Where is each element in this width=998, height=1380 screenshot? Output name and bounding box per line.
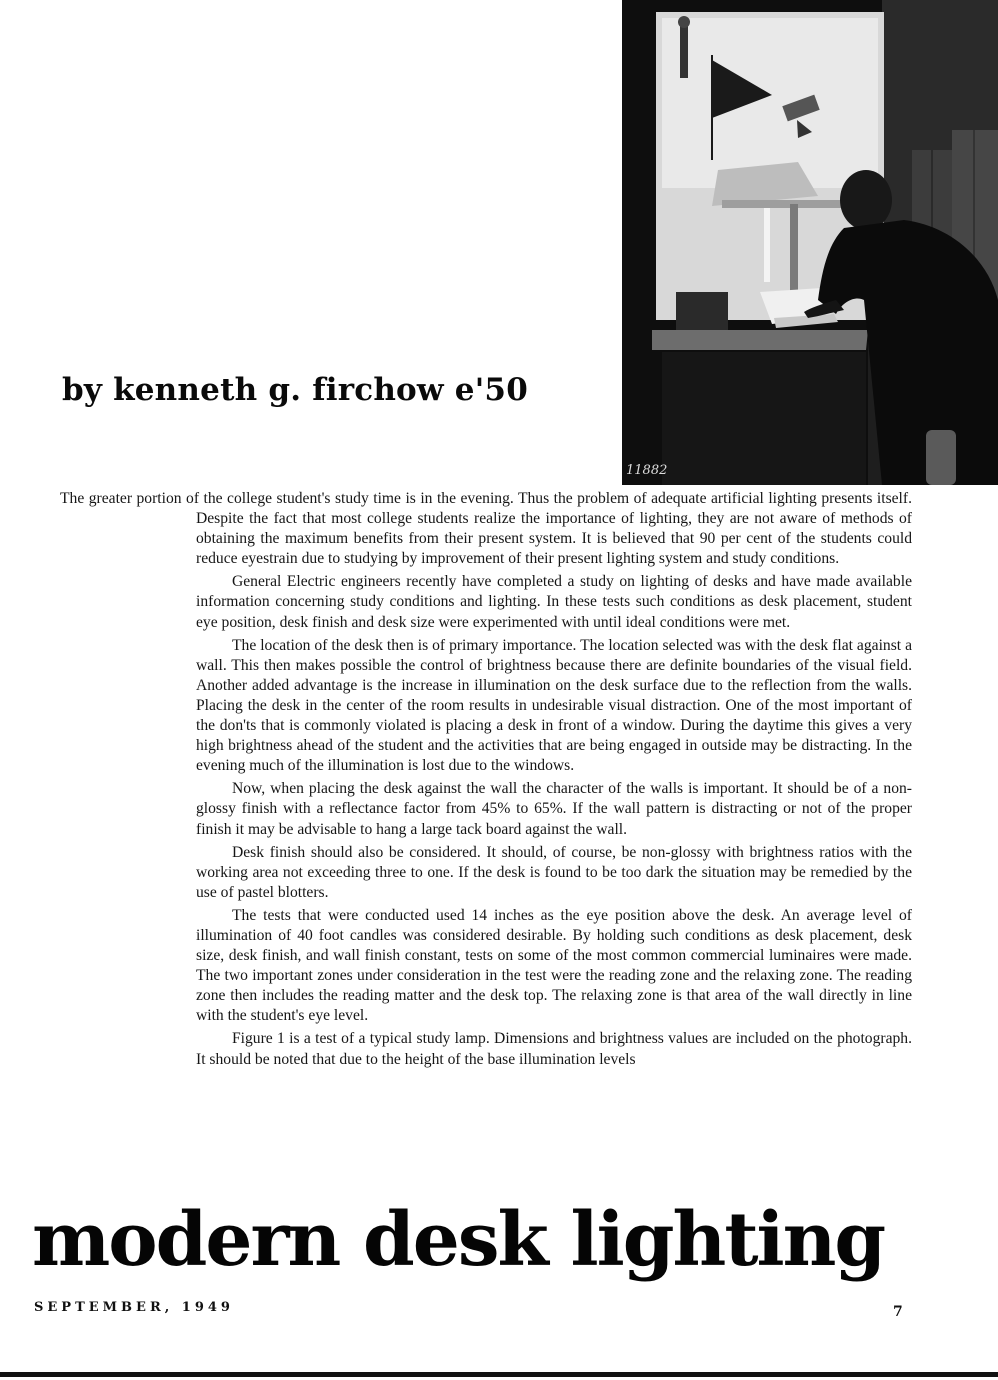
- page-number: 7: [893, 1304, 903, 1320]
- article-body: [60, 489, 912, 1073]
- negative-number: 11882: [626, 463, 668, 478]
- paragraph-4: Now, when placing the desk against the wall the character of the walls is important. It should be of a non-glossy finish with a reflectance factor from 45% to 65%. If the wall pattern is distracting or not of the proper finish it may be advisable to hang a large tack board against the wall.: [196, 780, 912, 838]
- article-photo: [622, 0, 998, 485]
- study-desk-photo: [622, 0, 998, 485]
- paragraph-1: The greater portion of the college student's study time is in the evening. Thus the problem of adequate artificial lighting presents itself. Despite the fact that most college students realize the importance of lighting, they are not aware of methods of obtaining the maximum benefits from their present system. It is believed that 90 per cent of the students could reduce eyestrain due to studying by improvement of their present lighting system and study conditions.: [60, 490, 912, 568]
- headline: modern desk lighting: [32, 1197, 885, 1283]
- paragraph-6: The tests that were conducted used 14 inches as the eye position above the desk. An average level of illumination of 40 foot candles was considered desirable. By holding such conditions as desk placement, desk size, desk finish, and wall finish constant, tests on some of the most common commercial luminaires were made. The two important zones under consideration in the test were the reading zone and the relaxing zone. The reading zone then includes the reading matter and the desk top. The relaxing zone is that area of the wall directly in line with the student's eye level.: [196, 906, 912, 1025]
- bottom-rule: [0, 1372, 998, 1377]
- paragraph-5: Desk finish should also be considered. It should, of course, be non-glossy with brightness ratios with the working area not exceeding three to one. If the desk is found to be too dark the situation may be remedied by the use of pastel blotters.: [196, 843, 912, 901]
- paragraph-2: General Electric engineers recently have completed a study on lighting of desks and have made available information concerning study conditions and lighting. In these tests such conditions as desk placement, student eye position, desk finish and desk size were experimented with until ideal conditions were met.: [196, 573, 912, 631]
- paragraph-3: The location of the desk then is of primary importance. The location selected was with the desk flat against a wall. This then makes possible the control of brightness because there are definite boundaries of the visual field. Another added advantage is the increase in illumination on the desk surface due to the reflection from the walls. Placing the desk in the center of the room results in undesirable visual distraction. One of the most important of the don'ts that is commonly violated is placing a desk in front of a window. During the daytime this gives a very high brightness ahead of the student and the activities that are being engaged in outside may be distracting. In the evening much of the illumination is lost due to the windows.: [196, 636, 912, 775]
- issue-date: SEPTEMBER, 1949: [34, 1300, 234, 1315]
- paragraph-7: Figure 1 is a test of a typical study lamp. Dimensions and brightness values are included on the photograph. It should be noted that due to the height of the base illumination levels: [196, 1030, 912, 1068]
- byline: by kenneth g. firchow e'50: [62, 372, 528, 408]
